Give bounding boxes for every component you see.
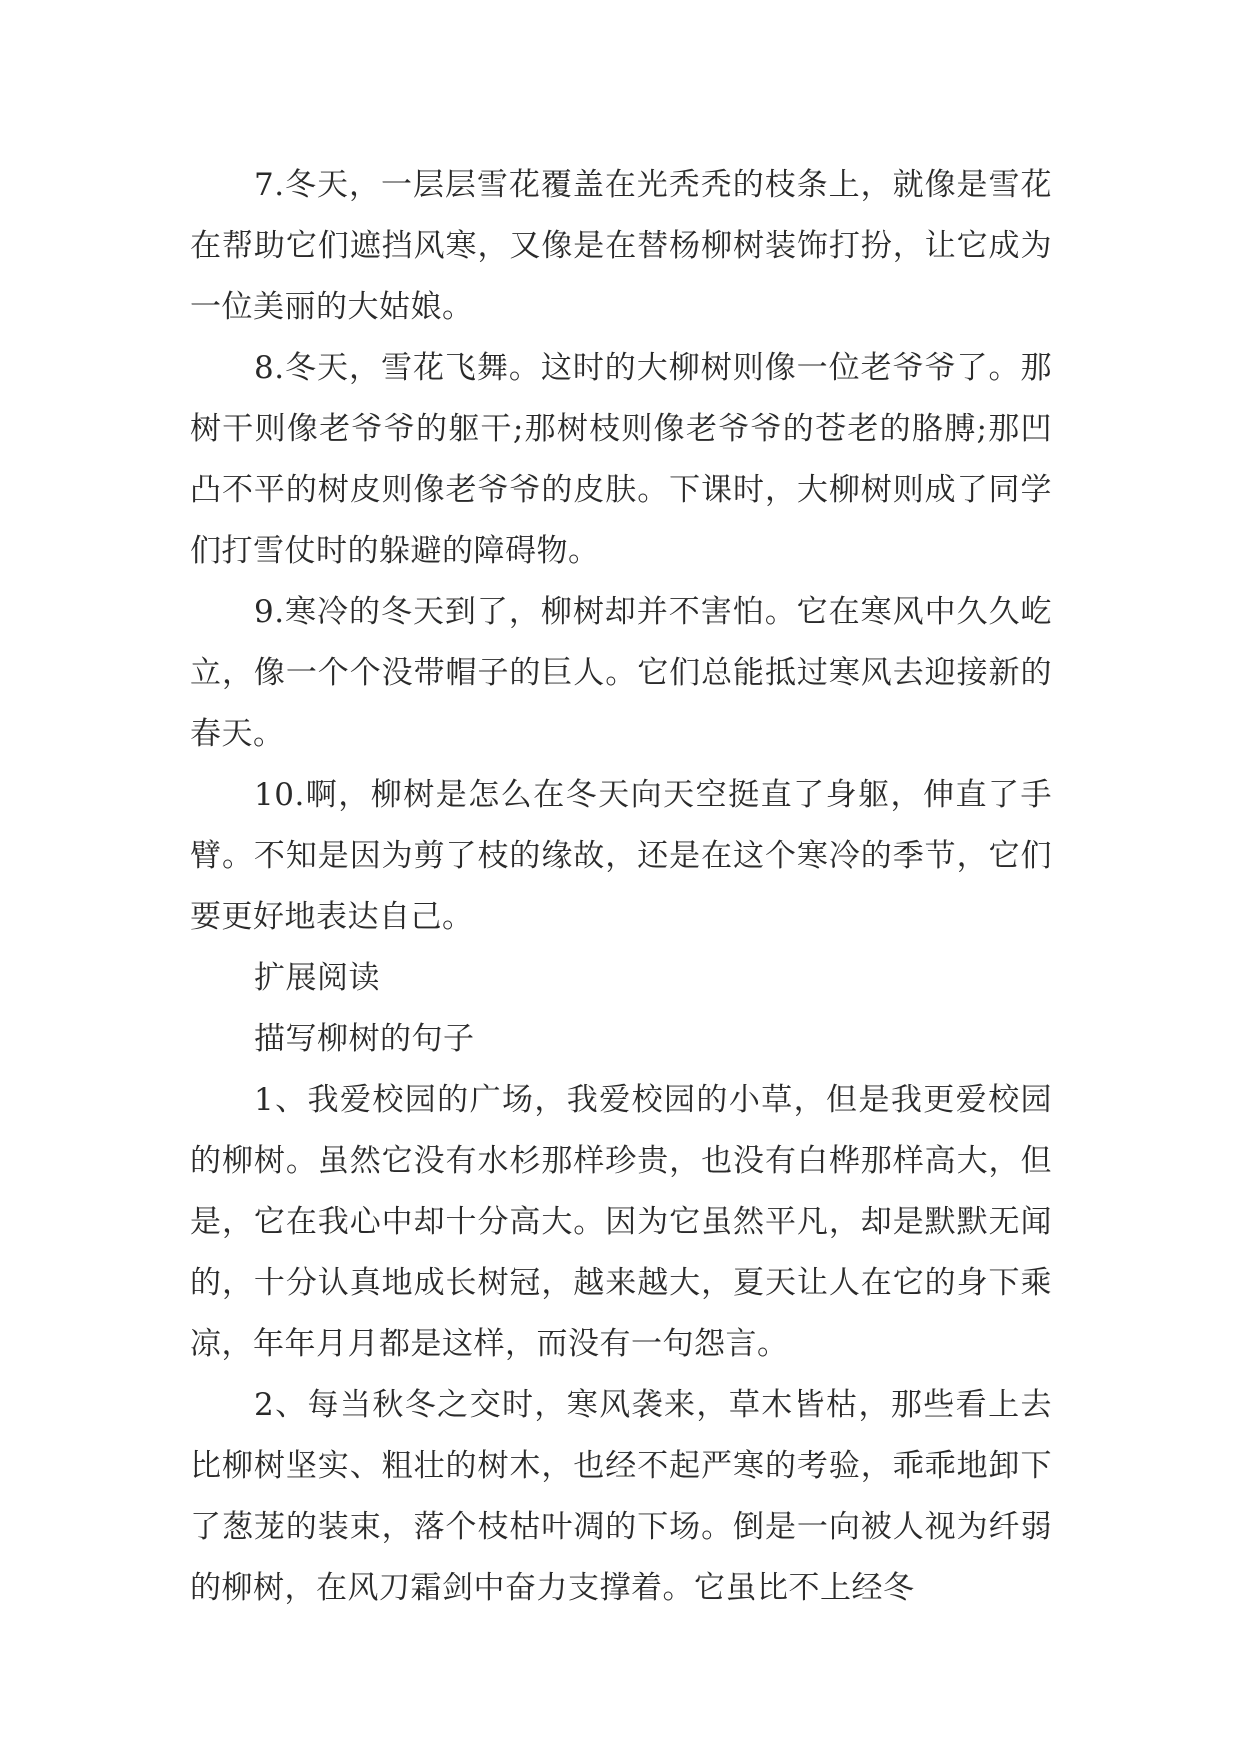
paragraph-10: 10.啊，柳树是怎么在冬天向天空挺直了身躯，伸直了手臂。不知是因为剪了枝的缘故，还是在这个寒冷的季节，它们要更好地表达自己。 — [190, 777, 1052, 935]
section-heading: 扩展阅读 — [254, 960, 380, 996]
paragraph-9: 9.寒冷的冬天到了，柳树却并不害怕。它在寒风中久久屹立，像一个个没带帽子的巨人。它们总能抵过寒风去迎接新的春天。 — [190, 594, 1052, 752]
sentence-2: 2、每当秋冬之交时，寒风袭来，草木皆枯，那些看上去比柳树坚实、粗壮的树木，也经不起严寒的考验，乖乖地卸下了葱茏的装束，落个枝枯叶凋的下场。倒是一向被人视为纤弱的柳树，在风刀霜剑中奋力支撑着。它虽比不上经冬 — [190, 1387, 1052, 1606]
section-subheading: 描写柳树的句子 — [254, 1021, 475, 1057]
paragraph-8: 8.冬天，雪花飞舞。这时的大柳树则像一位老爷爷了。那树干则像老爷爷的躯干;那树枝则像老爷爷的苍老的胳膊;那凹凸不平的树皮则像老爷爷的皮肤。下课时，大柳树则成了同学们打雪仗时的躲避的障碍物。 — [190, 350, 1052, 569]
paragraph-7: 7.冬天，一层层雪花覆盖在光秃秃的枝条上，就像是雪花在帮助它们遮挡风寒，又像是在替杨柳树装饰打扮，让它成为一位美丽的大姑娘。 — [190, 167, 1052, 325]
sentence-1: 1、我爱校园的广场，我爱校园的小草，但是我更爱校园的柳树。虽然它没有水杉那样珍贵，也没有白桦那样高大，但是，它在我心中却十分高大。因为它虽然平凡，却是默默无闻的，十分认真地成长树冠，越来越大，夏天让人在它的身下乘凉，年年月月都是这样，而没有一句怨言。 — [190, 1082, 1052, 1362]
document-body — [190, 155, 1052, 1619]
